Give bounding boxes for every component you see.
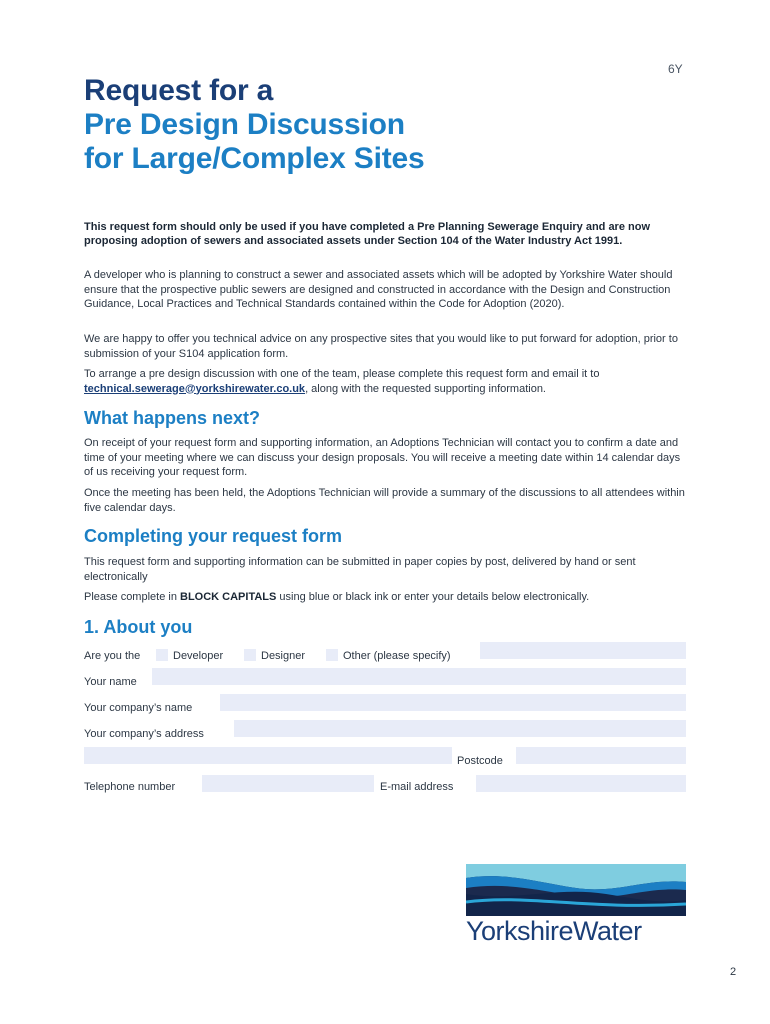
title-line-1: Request for a bbox=[84, 74, 274, 107]
company-name-field[interactable] bbox=[220, 694, 686, 711]
completing-heading: Completing your request form bbox=[84, 526, 343, 546]
completing-paragraph-2 bbox=[84, 590, 688, 605]
intro-notice: This request form should only be used if you have completed a Pre Planning Sewerage Enquiry and are now proposing adoption of sewers and associated assets under Section 104 of the Water Industry Act 1991. bbox=[84, 221, 651, 247]
about-you-heading: 1. About you bbox=[84, 617, 193, 637]
are-you-label: Are you the bbox=[84, 650, 141, 662]
company-address-line-2-field[interactable] bbox=[84, 747, 452, 764]
what-next-paragraph-1: On receipt of your request form and supporting information, an Adoptions Technician will contact you to confirm a date and time of your meeting where we can discuss your design proposals. You will receive a meeting date within 14 calendar days of us receiving your request form. bbox=[84, 437, 681, 478]
designer-checkbox[interactable] bbox=[244, 649, 256, 661]
block-capitals-text: BLOCK CAPITALS bbox=[180, 591, 277, 603]
postcode-field[interactable] bbox=[516, 747, 686, 764]
email-field[interactable] bbox=[476, 775, 686, 792]
email-link[interactable]: technical.sewerage@yorkshirewater.co.uk bbox=[84, 382, 306, 395]
page-number: 2 bbox=[730, 966, 737, 978]
completing-p2-text-end: using blue or black ink or enter your details below electronically. bbox=[276, 591, 590, 603]
postcode-label: Postcode bbox=[457, 755, 503, 767]
other-label: Other (please specify) bbox=[343, 650, 451, 662]
intro-paragraph-1: A developer who is planning to construct a sewer and associated assets which will be adopted by Yorkshire Water should ensure that the prospective public sewers are designed and constructed in accordance with the Design and Construction Guidance, Local Practices and Technical Standards contained within the Code for Adoption (2020). bbox=[84, 269, 673, 310]
yorkshire-water-logo-text: YorkshireWater bbox=[466, 916, 642, 946]
company-address-label: Your company’s address bbox=[84, 728, 204, 740]
telephone-label: Telephone number bbox=[84, 781, 176, 793]
intro-paragraph-3 bbox=[84, 367, 688, 396]
email-label: E-mail address bbox=[380, 781, 454, 793]
intro-paragraph-2: We are happy to offer you technical advice on any prospective sites that you would like to put forward for adoption, prior to submission of your S104 application form. bbox=[84, 333, 678, 360]
your-name-label: Your name bbox=[84, 676, 137, 688]
yorkshire-water-logo-icon bbox=[466, 864, 686, 916]
completing-paragraph-1: This request form and supporting information can be submitted in paper copies by post, delivered by hand or sent electronically bbox=[84, 556, 636, 583]
developer-label: Developer bbox=[173, 650, 224, 662]
company-name-label: Your company’s name bbox=[84, 702, 193, 714]
what-happens-next-heading: What happens next? bbox=[84, 408, 261, 428]
company-address-field[interactable] bbox=[234, 720, 686, 737]
other-specify-field[interactable] bbox=[480, 642, 686, 659]
other-checkbox[interactable] bbox=[326, 649, 338, 661]
intro-p3-text: To arrange a pre design discussion with one of the team, please complete this request form and email it to bbox=[84, 368, 600, 380]
page-title bbox=[84, 74, 684, 176]
completing-p2-text: Please complete in bbox=[84, 591, 180, 603]
telephone-field[interactable] bbox=[202, 775, 374, 792]
what-next-paragraph-2: Once the meeting has been held, the Adoptions Technician will provide a summary of the discussions to all attendees within five calendar days. bbox=[84, 487, 685, 514]
title-line-3: for Large/Complex Sites bbox=[84, 142, 425, 175]
developer-checkbox[interactable] bbox=[156, 649, 168, 661]
your-name-field[interactable] bbox=[152, 668, 686, 685]
intro-p3-text-end: , along with the requested supporting information. bbox=[305, 382, 546, 395]
title-line-2: Pre Design Discussion bbox=[84, 108, 405, 141]
designer-label: Designer bbox=[261, 650, 306, 662]
form-code: 6Y bbox=[668, 62, 683, 76]
